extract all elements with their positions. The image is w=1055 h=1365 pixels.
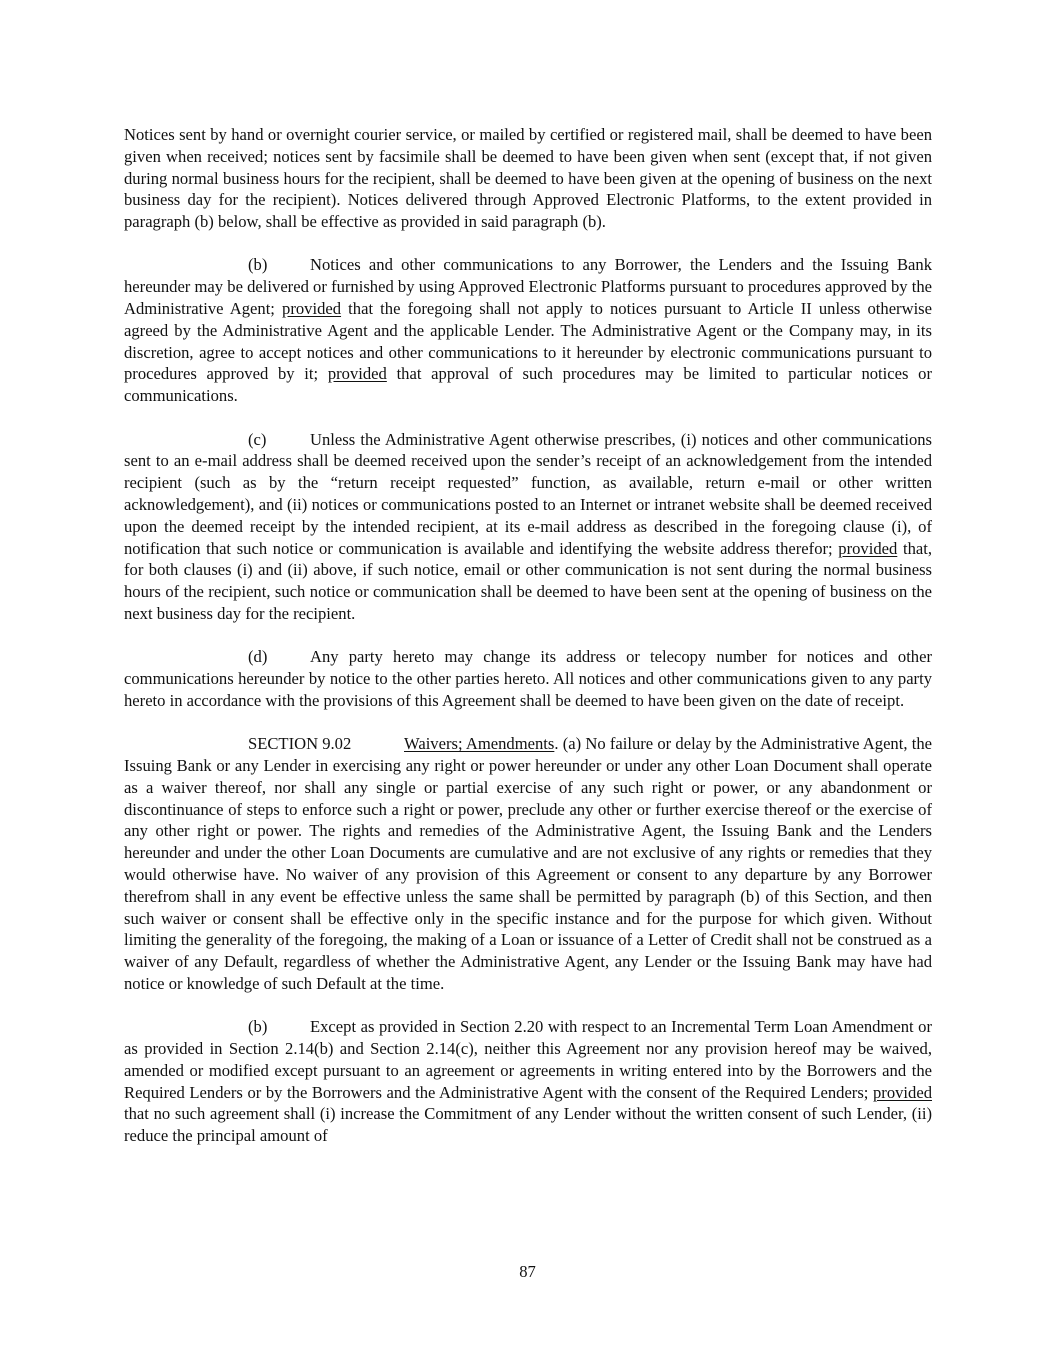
section-9-02-waivers <box>124 733 932 995</box>
clause-label: (d) <box>248 647 268 667</box>
clause-label: (b) <box>248 1017 268 1037</box>
document-body <box>124 124 932 1168</box>
provided-term: provided <box>873 1082 932 1102</box>
clause-label: (b) <box>248 255 268 275</box>
paragraph-notices-delivery <box>124 124 932 233</box>
paragraph-text: Except as provided in Section 2.20 with respect to an Incremental Term Loan Amendment or as provided in Section 2.14(b) and Section 2.14(c), neither this Agreement nor any provision hereof may be waived, amended or modified except pursuant to an agreement or agreements in writing entered into by the Borrowers and the Required Lenders or by the Borrowers and the Administrative Agent with the consent of the Required Lenders; <box>124 1017 932 1102</box>
paragraph-text: Notices and other communications to any Borrower, the Lenders and the Issuing Bank hereunder may be delivered or furnished by using Approved Electronic Platforms pursuant to procedures approved by the Administrative Agent; <box>124 255 932 319</box>
paragraph-text: Unless the Administrative Agent otherwise prescribes, (i) notices and other communications sent to an e-mail address shall be deemed received upon the sender’s receipt of an acknowledgement from the intended recipient (such as by the “return receipt requested” function, as available, return e-mail or other written acknowledgement), and (ii) notices or communications posted to an Internet or intranet website shall be deemed received upon the deemed receipt by the intended recipient, at its e-mail address as described in the foregoing clause (i), of notification that such notice or communication is available and identifying the website address therefor; <box>124 429 932 558</box>
paragraph-c-email-notices <box>124 429 932 625</box>
section-title: Waivers; Amendments <box>404 734 555 754</box>
page-number: 87 <box>519 1262 536 1281</box>
paragraph-b-electronic-notices <box>124 254 932 407</box>
paragraph-text: that the foregoing shall not apply to notices pursuant to Article II unless otherwise agreed by the Administrative Agent and the applicable Lender. The Administrative Agent or the Company may, in its discretion, agree to accept notices and other communications to it hereunder by electronic communications pursuant to procedures approved by it; <box>124 299 932 384</box>
paragraph-text: that approval of such procedures may be limited to particular notices or communications. <box>124 364 932 406</box>
paragraph-text: that no such agreement shall (i) increase the Commitment of any Lender without the written consent of such Lender, (ii) reduce the principal amount of <box>124 1104 932 1146</box>
section-number: SECTION 9.02 <box>248 734 352 754</box>
paragraph-d-address-change <box>124 646 932 711</box>
provided-term: provided <box>327 364 387 384</box>
clause-label: (c) <box>248 429 267 449</box>
paragraph-text: Notices sent by hand or overnight courier service, or mailed by certified or registered mail, shall be deemed to have been given when received; notices sent by facsimile shall be deemed to have been given when sent (except that, if not given during normal business hours for the recipient, shall be deemed to have been given at the opening of business on the next business day for the recipient). Notices delivered through Approved Electronic Platforms, to the extent provided in paragraph (b) below, shall be effective as provided in said paragraph (b). <box>124 125 932 232</box>
paragraph-text: that, for both clauses (i) and (ii) above, if such notice, email or other communication is not sent during the normal business hours of the recipient, such notice or communication shall be deemed to have been sent at the opening of business on the next business day for the recipient. <box>124 538 932 623</box>
paragraph-text: Any party hereto may change its address or telecopy number for notices and other communications hereunder by notice to the other parties hereto. All notices and other communications given to any party hereto in accordance with the provisions of this Agreement shall be deemed to have been given on the date of receipt. <box>124 647 932 710</box>
paragraph-b-amendments <box>124 1016 932 1147</box>
paragraph-text: . (a) No failure or delay by the Administrative Agent, the Issuing Bank or any Lender in exercising any right or power hereunder or under any other Loan Document shall operate as a waiver thereof, nor shall any single or partial exercise of any such right or power, or any abandonment or discontinuance of steps to enforce such a right or power, preclude any other or further exercise thereof or the exercise of any other right or power. The rights and remedies of the Administrative Agent, the Issuing Bank and the Lenders hereunder and under the other Loan Documents are cumulative and are not exclusive of any rights or remedies that they would otherwise have. No waiver of any provision of this Agreement or consent to any departure by any Borrower therefrom shall in any event be effective unless the same shall be permitted by paragraph (b) of this Section, and then such waiver or consent shall be effective only in the specific instance and for the purpose for which given. Without limiting the generality of the foregoing, the making of a Loan or issuance of a Letter of Credit shall not be construed as a waiver of any Default, regardless of whether the Administrative Agent, any Lender or the Issuing Bank may have had notice or knowledge of such Default at the time. <box>124 734 932 993</box>
provided-term: provided <box>838 538 898 558</box>
provided-term: provided <box>282 299 342 319</box>
